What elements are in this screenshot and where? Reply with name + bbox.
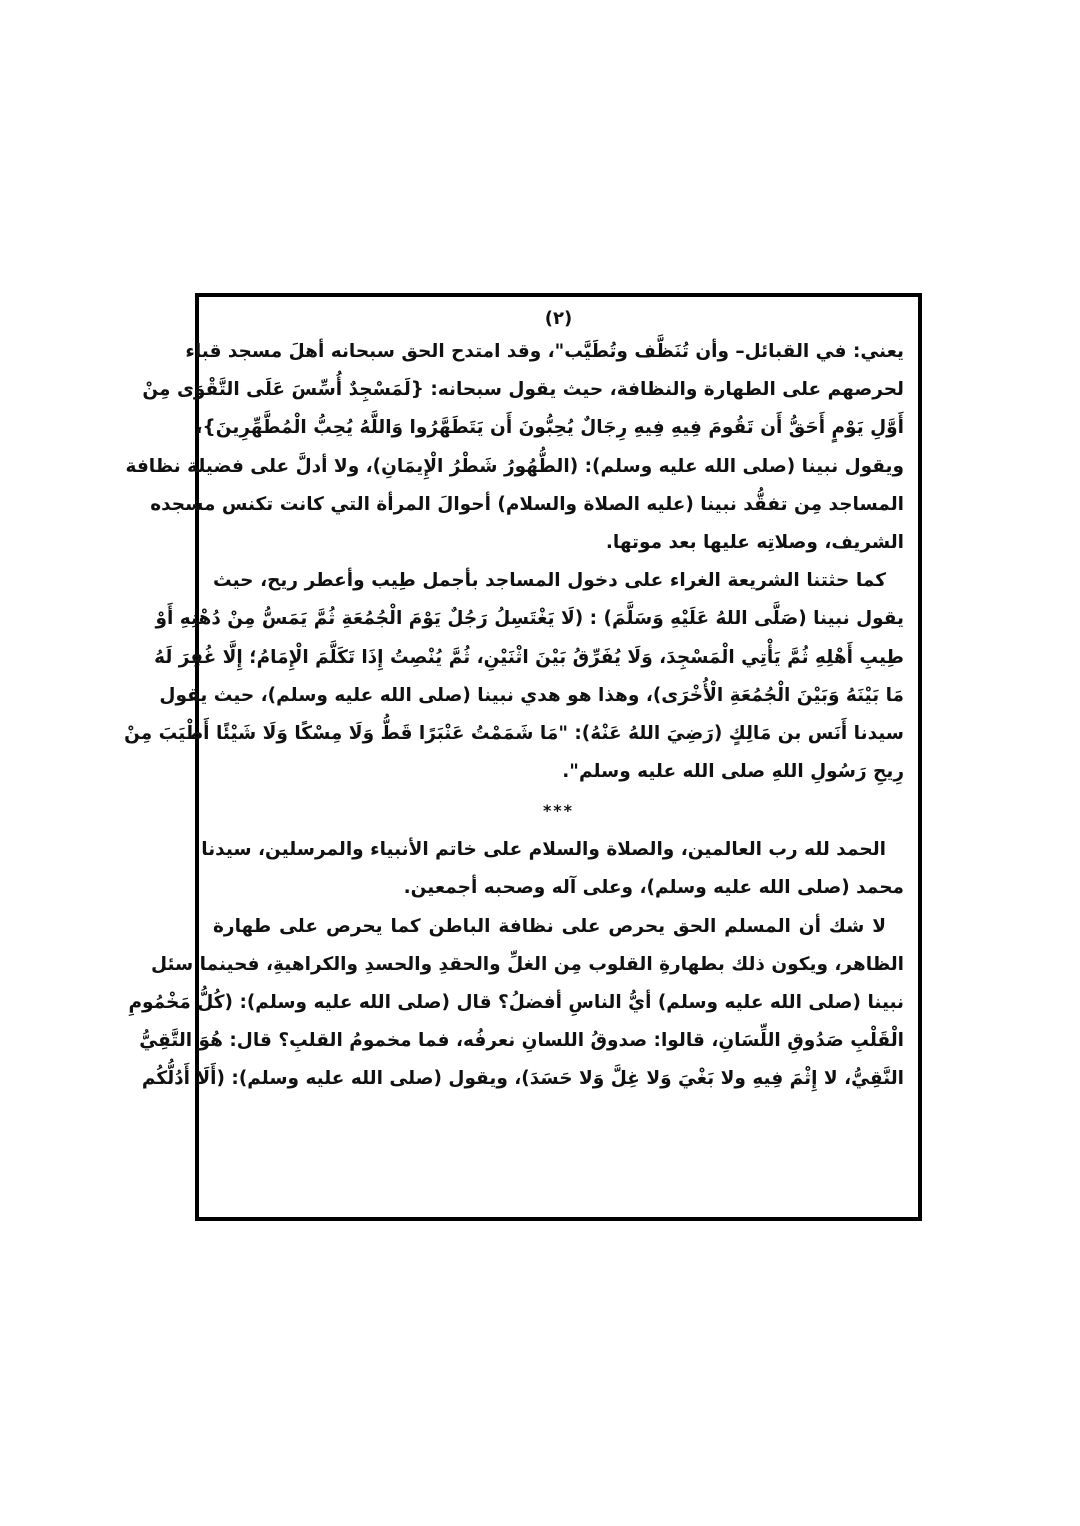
text-line: الظاهر، ويكون ذلك بطهارةِ القلوب مِن الغلِّ والحقدِ والحسدِ والكراهيةِ، فحينما سئل <box>150 953 904 975</box>
paragraph-1 <box>125 333 904 562</box>
text-line: سيدنا أَنَس بن مَالِكٍ (رَضِيَ اللهُ عَنْهُ): "مَا شَمَمْتُ عَنْبَرًا قَطُّ وَلَا مِسْكًا وَلَا شَيْئًا أَطْيَبَ مِنْ <box>124 722 904 744</box>
text-line: النَّقِيُّ، لا إِثْمَ فِيهِ ولا بَغْيَ وَلا غِلَّ وَلا حَسَدَ)، ويقول (صلى الله عليه وسلم): (أَلَا أَدُلُّكُم <box>141 1068 904 1090</box>
text-line: يقول نبينا (صَلَّى اللهُ عَلَيْهِ وَسَلَّمَ) : (لَا يَغْتَسِلُ رَجُلٌ يَوْمَ الْجُمُعَةِ ثُمَّ يَمَسُّ مِنْ دُهْنِهِ أَوْ <box>155 608 904 630</box>
paragraph-2 <box>124 562 904 791</box>
paragraph-4 <box>128 908 904 1099</box>
text-line: يعني: في القبائل– وأن تُنَظَّف وتُطَيَّب"، وقد امتدح الحق سبحانه أهلَ مسجد قباء <box>185 341 904 362</box>
text-line: مَا بَيْنَهُ وَبَيْنَ الْجُمُعَةِ الْأُخْرَى)، وهذا هو هدي نبينا (صلى الله عليه وسلم)، حيث يقول <box>159 684 904 706</box>
text-line: محمد (صلى الله عليه وسلم)، وعلى آله وصحبه أجمعين. <box>403 877 904 899</box>
text-line: لحرصهم على الطهارة والنظافة، حيث يقول سبحانه: {لَمَسْجِدٌ أُسِّسَ عَلَى التَّقْوَى مِنْ <box>142 379 904 401</box>
paragraph-3 <box>201 831 904 907</box>
text-line: أَوَّلِ يَوْمٍ أَحَقُّ أَن تَقُومَ فِيهِ فِيهِ رِجَالٌ يُحِبُّونَ أَن يَتَطَهَّرُوا وَاللَّهُ يُحِبُّ الْمُطَّهِّرِينَ}، <box>195 417 904 439</box>
text-line: طِيبِ أَهْلِهِ ثُمَّ يَأْتِي الْمَسْجِدَ، وَلَا يُفَرِّقُ بَيْنَ اثْنَيْنِ، ثُمَّ يُنْصِتُ إِذَا تَكَلَّمَ الْإِمَامُ؛ إِلَّا غُفِرَ لَهُ <box>154 646 904 668</box>
text-line: كما حثتنا الشريعة الغراء على دخول المساجد بأجمل طِيب وأعطر ريح، حيث <box>213 570 886 592</box>
section-separator: *** <box>542 801 575 821</box>
text-line: لا شك أن المسلم الحق يحرص على نظافة الباطن كما يحرص على طهارة <box>213 915 886 937</box>
text-line: نبينا (صلى الله عليه وسلم) أيُّ الناسِ أفضلُ؟ قال (صلى الله عليه وسلم): (كُلُّ مَخْمُومِ <box>128 992 904 1013</box>
text-line: الْقَلْبِ صَدُوقِ اللِّسَانِ، قالوا: صدوقُ اللسانِ نعرفُه، فما مخمومُ القلبِ؟ قال: هُوَ التَّقِيُّ <box>139 1030 904 1052</box>
text-line: الحمد لله رب العالمين، والصلاة والسلام على خاتم الأنبياء والمرسلين، سيدنا <box>201 839 886 861</box>
text-line: رِيحِ رَسُولِ اللهِ صلى الله عليه وسلم". <box>562 761 904 783</box>
page-frame <box>124 293 922 1221</box>
text-line: المساجد مِن تفقُّد نبينا (عليه الصلاة والسلام) أحوالَ المرأة التي كانت تكنس مسجده <box>150 493 904 515</box>
text-line: ويقول نبينا (صلى الله عليه وسلم): (الطُّهُورُ شَطْرُ الْإِيمَانِ)، ولا أدلَّ على فضيلة نظافة <box>125 455 904 477</box>
page-number: (٢) <box>544 308 573 329</box>
text-line: الشريف، وصلاتِه عليها بعد موتها. <box>605 531 904 553</box>
